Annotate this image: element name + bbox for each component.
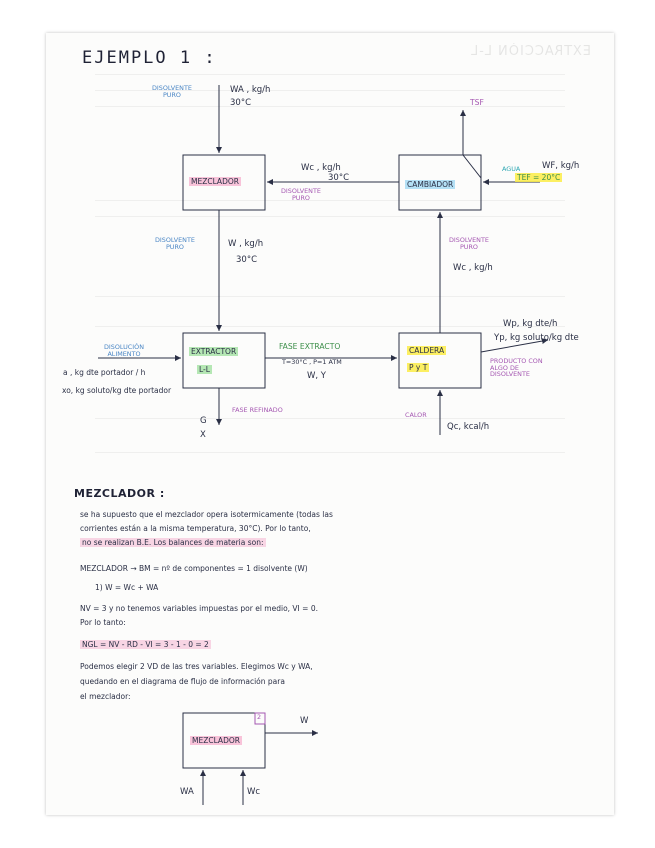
section-ngl: NGL = NV - RD - VI = 3 - 1 - 0 = 2 xyxy=(82,640,209,649)
section-nv-line-1: NV = 3 y no tenemos variables impuestas por el medio, VI = 0. xyxy=(80,604,318,613)
section-paragraph-line-2: corrientes están a la misma temperatura, 30°C). Por lo tanto, xyxy=(80,524,311,533)
mezclador-bottom-temp: 30°C xyxy=(236,255,258,265)
mini-in-wa-label: WA xyxy=(180,787,194,797)
mezclador-top-temp: 30°C xyxy=(230,98,252,108)
cambiador-out-flow: Wc , kg/h xyxy=(301,163,341,173)
section-paragraph-line-1: se ha supuesto que el mezclador opera isotermicamente (todas las xyxy=(80,510,333,519)
caldera-box xyxy=(399,333,481,388)
extractor-refinado-x: X xyxy=(200,430,206,440)
mini-badge: 2 xyxy=(257,713,262,721)
caldera-product-flow: Wp, kg dte/h xyxy=(503,319,558,329)
ghost-heading: EXTRACCIÓN L-L xyxy=(470,44,592,59)
extractor-feed-frac: xo, kg soluto/kg dte portador xyxy=(62,386,172,395)
mezclador-label: MEZCLADOR xyxy=(191,177,239,186)
mini-mezclador-label: MEZCLADOR xyxy=(192,736,240,745)
cambiador-label: CAMBIADOR xyxy=(407,180,454,189)
caldera-product-label: PRODUCTO CON ALGO DE DISOLVENTE xyxy=(490,357,543,379)
cambiador-in-label: DISOLVENTE PURO xyxy=(449,236,489,251)
extractor-feed-flow: a , kg dte portador / h xyxy=(63,368,146,377)
section-eq-1: 1) W = Wc + WA xyxy=(95,583,159,592)
extractor-extract-vars: W, Y xyxy=(307,371,327,381)
caldera-label: CALDERA xyxy=(409,346,445,355)
mini-out-label: W xyxy=(300,716,309,726)
extractor-refinado-label: FASE REFINADO xyxy=(232,406,283,414)
cambiador-out-label: DISOLVENTE PURO xyxy=(281,187,321,202)
page-title: EJEMPLO 1 : xyxy=(82,48,217,68)
extractor-refinado-g: G xyxy=(200,416,207,426)
section-choose-line-3: el mezclador: xyxy=(80,692,131,701)
extractor-label: EXTRACTOR xyxy=(191,347,237,356)
caldera-product-frac: Yp, kg soluto/kg dte xyxy=(494,333,579,343)
caldera-heat-label: CALOR xyxy=(405,411,427,419)
mini-in-wc-label: Wc xyxy=(247,787,261,797)
extractor-extract-label: FASE EXTRACTO xyxy=(279,342,341,351)
mezclador-bottom-stream-label: DISOLVENTE PURO xyxy=(155,236,195,251)
section-bm-line: MEZCLADOR → BM = nº de componentes = 1 disolvente (W) xyxy=(80,564,308,573)
mezclador-bottom-flow: W , kg/h xyxy=(228,239,264,249)
caldera-heat-flow: Qc, kcal/h xyxy=(447,422,490,432)
section-choose-line-1: Podemos elegir 2 VD de las tres variables. Elegimos Wc y WA, xyxy=(80,662,313,671)
cambiador-water-flow: WF, kg/h xyxy=(542,161,580,171)
mezclador-top-stream-label: DISOLVENTE PURO xyxy=(152,84,192,99)
section-heading: MEZCLADOR : xyxy=(74,487,165,500)
extractor-feed-label: DISOLUCIÓN ALIMENTO xyxy=(104,343,144,358)
cambiador-agua-label: AGUA xyxy=(502,165,521,173)
extractor-box xyxy=(183,333,265,388)
cambiador-diag xyxy=(463,155,481,178)
section-choose-line-2: quedando en el diagrama de flujo de información para xyxy=(80,677,285,686)
mezclador-top-flow: WA , kg/h xyxy=(230,85,271,95)
cambiador-in-flow: Wc , kg/h xyxy=(453,263,493,273)
section-paragraph-line-3: no se realizan B.E. Los balances de materia son: xyxy=(82,538,264,547)
caldera-label-2: P y T xyxy=(409,363,428,372)
section-nv-line-2: Por lo tanto: xyxy=(80,618,126,627)
extractor-extract-cond: T=30°C , P=1 ATM xyxy=(282,358,342,366)
cambiador-water-temp: TEF = 20°C xyxy=(517,173,561,182)
cambiador-out-temp: 30°C xyxy=(328,173,350,183)
extractor-label-2: L-L xyxy=(199,365,210,374)
cambiador-tsf: TSF xyxy=(470,98,484,107)
